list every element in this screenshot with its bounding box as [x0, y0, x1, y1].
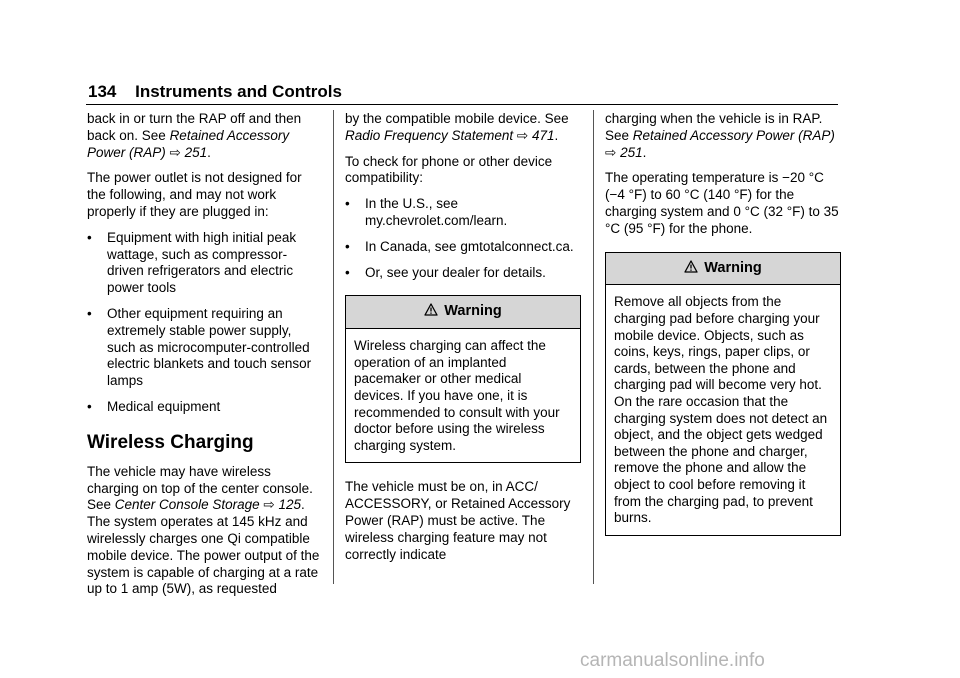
warning-header	[346, 296, 580, 329]
paragraph-operating-temperature: The operating temperature is −20 °C (−4 °F) to 60 °C (140 °F) for the charging system and 0 °C (32 °F) to 35 °C (95 °F) for the phone.	[605, 170, 839, 236]
header-rule	[86, 104, 838, 105]
cross-reference-link[interactable]: Radio Frequency Statement ⇨ 471	[345, 127, 555, 143]
list-item: • Medical equipment	[87, 398, 221, 414]
bullet-icon: •	[345, 196, 350, 212]
warning-body: Remove all objects from the charging pad before charging your mobile device. Objects, such as coins, keys, rings, paper clips, or cards, between the phone and charging pad will become very hot. On the rare occasion that the charging system does not detect an object, and the object gets wedged between the phone and charger, remove the phone and allow the object to cool before removing it from the charging pad, to prevent burns.	[614, 294, 828, 526]
section-title: Instruments and Controls	[135, 82, 342, 101]
column-3	[605, 111, 841, 552]
column-2	[345, 111, 581, 572]
warning-triangle-icon	[424, 303, 442, 319]
bullet-icon: •	[345, 264, 350, 280]
column-divider-1	[333, 110, 334, 584]
paragraph-rf-reference: by the compatible mobile device. See Radio Frequency Statement ⇨ 471.	[345, 111, 569, 143]
warning-box	[605, 252, 841, 536]
column-divider-2	[593, 110, 594, 584]
list-item: • In the U.S., see my.chevrolet.com/learn.	[345, 196, 508, 228]
paragraph-compatibility: To check for phone or other device compatibility:	[345, 153, 553, 186]
bullet-icon: •	[345, 238, 350, 254]
warning-header	[606, 253, 840, 286]
warning-title: Warning	[704, 259, 762, 276]
bullet-icon: •	[87, 398, 92, 414]
column-1	[87, 111, 323, 607]
paragraph-outlet-limits: The power outlet is not designed for the following, and may not work properly if they are plugged in:	[87, 170, 302, 219]
list-item: • Or, see your dealer for details.	[345, 264, 546, 280]
page-number: 134	[88, 82, 117, 101]
warning-title: Warning	[444, 303, 502, 320]
warning-triangle-icon	[684, 260, 702, 276]
page-header	[88, 82, 342, 102]
paragraph-vehicle-on: The vehicle must be on, in ACC/ ACCESSORY, or Retained Accessory Power (RAP) must be active. The wireless charging feature may not correctly indicate	[345, 479, 571, 562]
bullet-icon: •	[87, 305, 92, 321]
warning-body: Wireless charging can affect the operation of an implanted pacemaker or other medical devices. If you have one, it is recommended to consult with your doctor before using the wireless charging system.	[354, 338, 560, 453]
bullet-icon: •	[87, 229, 92, 245]
paragraph-rap-charging: charging when the vehicle is in RAP. See Retained Accessory Power (RAP) ⇨ 251.	[605, 111, 835, 160]
cross-reference-link[interactable]: Center Console Storage ⇨ 125	[114, 497, 301, 513]
paragraph-rap-reference: back in or turn the RAP off and then back on. See Retained Accessory Power (RAP) ⇨ 251.	[87, 111, 302, 160]
watermark: carmanualsonline.info	[580, 650, 765, 671]
page-arrow-icon: ⇨	[516, 127, 529, 143]
list-item: • In Canada, see gmtotalconnect.ca.	[345, 238, 574, 254]
page-arrow-icon: ⇨	[605, 144, 617, 160]
section-heading: Wireless Charging	[87, 431, 254, 453]
page-arrow-icon: ⇨	[169, 144, 181, 160]
cross-reference-link[interactable]: Retained Accessory Power (RAP) ⇨ 251	[87, 127, 290, 160]
page-arrow-icon: ⇨	[263, 497, 275, 513]
list-item: • Equipment with high initial peak wattage, such as compressor-driven refrigerators and electric power tools	[87, 229, 297, 296]
warning-box	[345, 295, 581, 463]
cross-reference-link[interactable]: Retained Accessory Power (RAP) ⇨ 251	[605, 127, 835, 160]
list-item: • Other equipment requiring an extremely stable power supply, such as microcomputer-controlled electric blankets and touch sensor lamps	[87, 305, 312, 389]
paragraph-wireless-intro: The vehicle may have wireless charging on top of the center console. See Center Console Storage ⇨ 125. The system operates at 145 kHz and wirelessly charges one Qi compatible mobile device. The power output of the system is capable of charging at a rate up to 1 amp (5W), as requested	[87, 463, 320, 597]
